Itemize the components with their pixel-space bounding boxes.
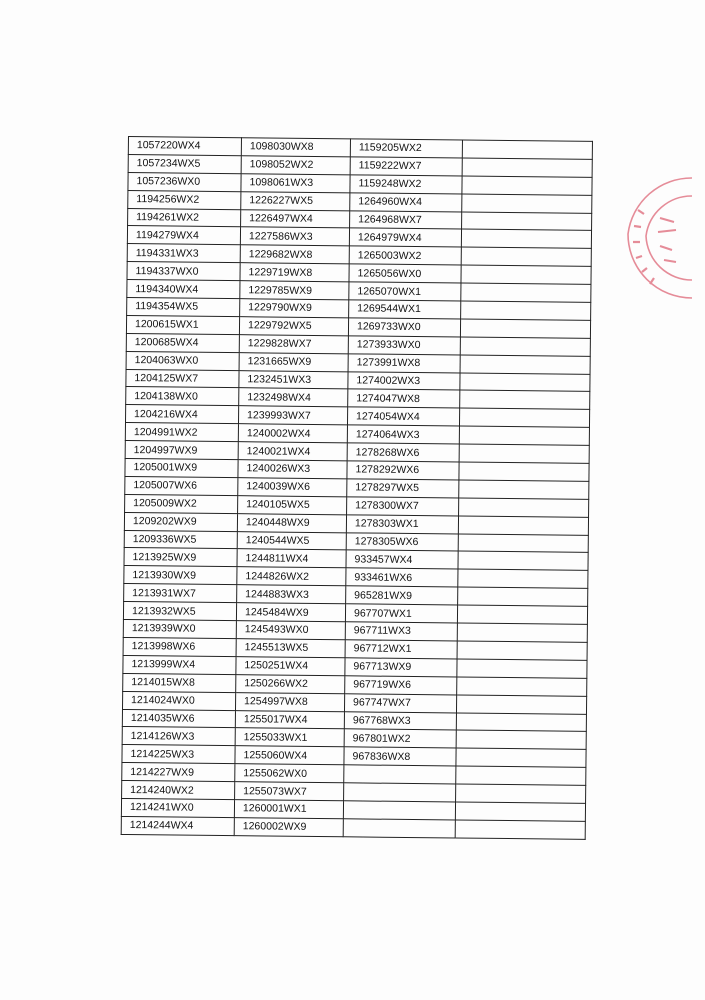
part-number-cell: 1226497WX4 [241,209,350,228]
part-number-cell: 1260001WX1 [234,800,343,819]
part-number-cell [460,355,590,374]
part-number-cell: 967711WX3 [345,622,457,641]
part-number-cell: 1278303WX1 [346,515,458,534]
part-number-cell [344,765,456,784]
part-number-cell: 1209202WX9 [124,512,237,531]
part-number-cell: 1245513WX5 [236,639,345,658]
part-number-cell [457,659,587,678]
part-number-cell [458,534,588,553]
part-number-cell: 1264960WX4 [350,192,462,211]
part-number-cell: 1213999WX4 [123,655,236,674]
part-number-cell: 1057234WX5 [128,154,241,173]
part-number-cell: 1250251WX4 [236,656,345,675]
part-number-cell: 1209336WX5 [124,530,237,549]
part-number-cell [458,516,588,535]
part-number-cell: 1057220WX4 [128,137,241,156]
part-number-cell: 1204138WX0 [126,387,239,406]
part-number-cell: 967713WX9 [345,658,457,677]
part-number-cell: 1231665WX9 [239,352,348,371]
part-number-cell: 1229785WX9 [240,281,349,300]
part-number-cell: 1214024WX0 [122,691,235,710]
part-number-cell: 1213998WX6 [123,637,236,656]
part-number-cell: 1229790WX9 [240,299,349,318]
part-number-cell: 1265056WX0 [349,264,461,283]
part-number-cell [462,194,592,213]
part-number-cell: 1244811WX4 [237,549,346,568]
part-number-cell: 1255033WX1 [235,728,344,747]
part-number-cell: 1255073WX7 [235,782,344,801]
part-number-cell: 1229828WX7 [239,334,348,353]
part-number-cell: 1204997WX9 [125,441,238,460]
part-number-cell: 1229682WX8 [240,245,349,264]
part-number-cell [462,212,592,231]
part-number-cell: 1255060WX4 [235,746,344,765]
part-number-cell: 1205001WX9 [125,459,238,478]
part-number-cell [456,730,586,749]
part-number-cell: 1213925WX9 [124,548,237,567]
part-number-cell: 1200615WX1 [126,315,239,334]
part-number-cell: 1204125WX7 [126,369,239,388]
part-number-cell [457,641,587,660]
table-row [121,816,585,839]
part-number-cell: 1214241WX0 [121,798,234,817]
part-number-cell [456,784,586,803]
part-number-cell: 1214244WX4 [121,816,234,835]
part-number-cell [457,677,587,696]
part-number-cell: 1239993WX7 [238,406,347,425]
part-number-cell: 967747WX7 [344,693,456,712]
part-number-cell: 1213931WX7 [124,584,237,603]
part-number-cell: 1278305WX6 [346,532,458,551]
part-number-cell: 1255062WX0 [235,764,344,783]
part-number-cell: 1245484WX9 [236,603,345,622]
part-number-cell: 965281WX9 [346,586,458,605]
part-number-cell [462,158,592,177]
part-number-cell: 1244826WX2 [237,567,346,586]
part-number-cell [462,176,592,195]
part-number-cell: 1098030WX8 [241,138,350,157]
part-number-cell: 1204063WX0 [126,351,239,370]
part-number-cell: 1265003WX2 [349,246,461,265]
part-number-cell: 1278300WX7 [347,497,459,516]
part-number-cell: 1159248WX2 [350,175,462,194]
part-number-cell: 1265070WX1 [349,282,461,301]
part-number-cell: 1229792WX5 [239,317,348,336]
part-number-cell: 1250266WX2 [236,674,345,693]
part-number-cell: 1214240WX2 [122,781,235,800]
part-number-cell: 967836WX8 [344,747,456,766]
part-number-cell: 1213930WX9 [124,566,237,585]
part-number-cell [461,247,591,266]
part-number-cell [460,373,590,392]
part-number-cell [456,712,586,731]
part-number-cell [461,229,591,248]
part-number-cell: 1214015WX8 [123,673,236,692]
part-number-cell [456,695,586,714]
part-number-cell [457,605,587,624]
part-number-cell: 1260002WX9 [234,817,343,836]
part-number-cell: 1269733WX0 [348,318,460,337]
part-number-cell: 1273991WX8 [348,354,460,373]
part-number-cell [459,498,589,517]
part-number-cell [455,820,585,839]
part-number-cell [456,766,586,785]
part-number-cell: 967768WX3 [344,711,456,730]
part-number-cell: 1264968WX7 [350,210,462,229]
part-number-cell: 1204991WX2 [125,423,238,442]
part-number-cell: 1194340WX4 [127,280,240,299]
part-number-cell: 1278297WX5 [347,479,459,498]
part-number-cell [462,140,592,159]
part-number-cell [459,462,589,481]
part-number-cell: 1273933WX0 [348,336,460,355]
part-number-cell: 1194331WX3 [127,244,240,263]
part-number-cell [458,569,588,588]
part-number-cell: 967707WX1 [345,604,457,623]
part-number-cell: 1240002WX4 [238,424,347,443]
part-number-cell: 1278268WX6 [347,443,459,462]
part-number-cell: 1205009WX2 [125,494,238,513]
part-number-cell [458,551,588,570]
part-number-cell [461,301,591,320]
part-number-cell: 933457WX4 [346,550,458,569]
part-number-cell [458,587,588,606]
part-number-cell: 1240544WX5 [237,531,346,550]
part-number-cell: 1194256WX2 [128,190,241,209]
part-number-cell: 1227586WX3 [240,227,349,246]
part-number-cell: 1098061WX3 [241,173,350,192]
part-number-cell [455,802,585,821]
part-number-cell [459,426,589,445]
part-number-cell: 1269544WX1 [349,300,461,319]
part-number-cell: 967719WX6 [345,676,457,695]
part-number-cell: 1194337WX0 [127,262,240,281]
part-number-table [121,136,593,840]
part-number-cell [457,623,587,642]
part-number-cell: 1194354WX5 [127,298,240,317]
company-seal [614,170,694,310]
part-number-cell: 1264979WX4 [349,228,461,247]
part-number-cell: 1159222WX7 [350,157,462,176]
part-number-cell: 1214225WX3 [122,745,235,764]
part-number-cell: 1205007WX6 [125,476,238,495]
part-number-cell [459,480,589,499]
part-number-cell: 1255017WX4 [235,710,344,729]
part-number-cell: 1194279WX4 [127,226,240,245]
part-number-cell: 967712WX1 [345,640,457,659]
part-number-cell: 1057236WX0 [128,172,241,191]
part-number-cell: 1240026WX3 [238,460,347,479]
part-number-cell: 1214035WX6 [122,709,235,728]
part-number-cell: 967801WX2 [344,729,456,748]
part-number-cell [459,444,589,463]
part-number-cell: 1213939WX0 [123,620,236,639]
part-number-cell: 1240039WX6 [238,478,347,497]
part-number-cell [456,748,586,767]
part-number-cell: 1245493WX0 [236,621,345,640]
part-number-cell: 1274002WX3 [348,371,460,390]
part-number-cell: 1200685WX4 [126,333,239,352]
part-number-cell [343,801,455,820]
part-number-cell: 933461WX6 [346,568,458,587]
part-number-cell: 1254997WX8 [235,692,344,711]
part-number-cell: 1204216WX4 [125,405,238,424]
part-number-cell: 1274054WX4 [347,407,459,426]
part-number-cell: 1274047WX8 [348,389,460,408]
part-number-cell [460,319,590,338]
part-number-cell: 1244883WX3 [237,585,346,604]
part-number-cell: 1240021WX4 [238,442,347,461]
part-number-cell: 1240105WX5 [238,495,347,514]
part-number-cell: 1232451WX3 [239,370,348,389]
part-number-cell [343,819,455,838]
part-number-cell [344,783,456,802]
part-number-cell [460,337,590,356]
part-number-cell: 1229719WX8 [240,263,349,282]
part-number-cell: 1098052WX2 [241,156,350,175]
part-number-cell: 1213932WX5 [123,602,236,621]
part-number-cell: 1214227WX9 [122,763,235,782]
part-number-cell: 1240448WX9 [237,513,346,532]
part-number-cell: 1194261WX2 [128,208,241,227]
part-number-cell [461,283,591,302]
part-number-cell [461,265,591,284]
part-number-cell [459,408,589,427]
part-number-cell: 1232498WX4 [239,388,348,407]
part-number-cell [460,390,590,409]
part-number-cell: 1278292WX6 [347,461,459,480]
part-number-cell: 1159205WX2 [350,139,462,158]
part-number-cell: 1226227WX5 [241,191,350,210]
part-number-cell: 1214126WX3 [122,727,235,746]
part-number-cell: 1274064WX3 [347,425,459,444]
